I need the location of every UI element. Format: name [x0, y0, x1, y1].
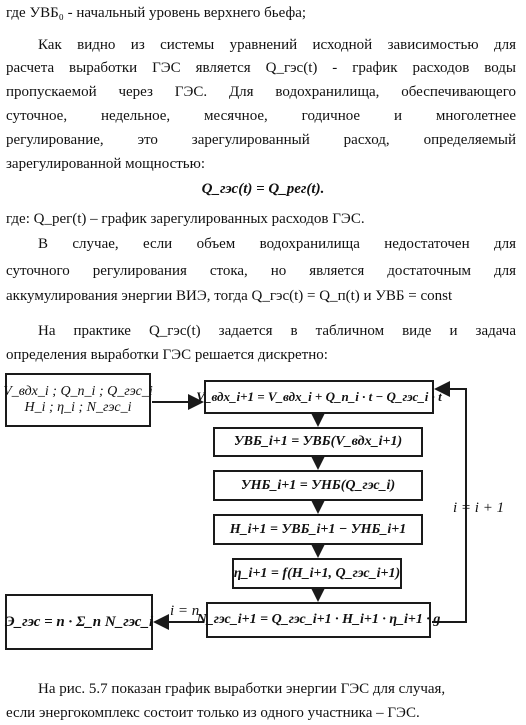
downstream-level-step: УНБ_i+1 = УНБ(Q_гэс_i) [213, 470, 423, 501]
text-line-10: суточного регулирования стока, но является достаточным для [6, 263, 516, 279]
loop-exit-label: i = n [170, 603, 200, 619]
power-step: N_гэс_i+1 = Q_гэс_i+1 · H_i+1 · η_i+1 · g [206, 602, 431, 638]
text-line-4: пропускаемой через ГЭС. Для водохранилища, обеспечивающего [6, 84, 516, 100]
text-line-1: где УВБ₀ - начальный уровень верхнего бьефа; [6, 5, 307, 21]
text-line-7: зарегулированной мощностью: [6, 156, 205, 172]
input-box-line1: V_вдх_i ; Q_п_i ; Q_гэс_i [3, 384, 153, 399]
text-line-5: суточное, недельное, месячное, годичное и многолетнее [6, 108, 516, 124]
text-line-6: регулирование, это зарегулированный расход, определяемый [6, 132, 516, 148]
text-line-12: На практике Q_гэс(t) задается в табличном виде и задача [38, 323, 516, 339]
loop-increment-label: i = i + 1 [453, 500, 505, 516]
efficiency-step: η_i+1 = f(H_i+1, Q_гэс_i+1) [232, 558, 402, 589]
input-box-line2: H_i ; η_i ; N_гэс_i [24, 400, 132, 415]
text-line-2: Как видно из системы уравнений исходной зависимостью для [38, 37, 516, 53]
head-step: H_i+1 = УВБ_i+1 − УНБ_i+1 [213, 514, 423, 545]
text-line-15: если энергокомплекс состоит только из одного участника – ГЭС. [6, 705, 420, 721]
input-parameters-box [5, 373, 151, 427]
text-line-8: где: Q_рег(t) – график зарегулированных расходов ГЭС. [6, 211, 365, 227]
reservoir-volume-step: V_вдх_i+1 = V_вдх_i + Q_п_i · t − Q_гэс_i · t [204, 380, 434, 414]
text-line-14: На рис. 5.7 показан график выработки энергии ГЭС для случая, [38, 681, 446, 697]
formula-regulated-flow: Q_гэс(t) = Q_рег(t). [201, 181, 325, 197]
text-line-11: аккумулирования энергии ВИЭ, тогда Q_гэс(t) = Q_п(t) и УВБ = const [6, 288, 453, 304]
upstream-level-step: УВБ_i+1 = УВБ(V_вдх_i+1) [213, 427, 423, 457]
energy-output-box: Э_гэс = n · Σ_n N_гэс_i [5, 594, 153, 650]
text-line-9: В случае, если объем водохранилища недостаточен для [38, 236, 516, 252]
text-line-3: расчета выработки ГЭС является Q_гэс(t) - график расходов воды [6, 60, 516, 76]
text-line-13: определения выработки ГЭС решается дискретно: [6, 347, 328, 363]
